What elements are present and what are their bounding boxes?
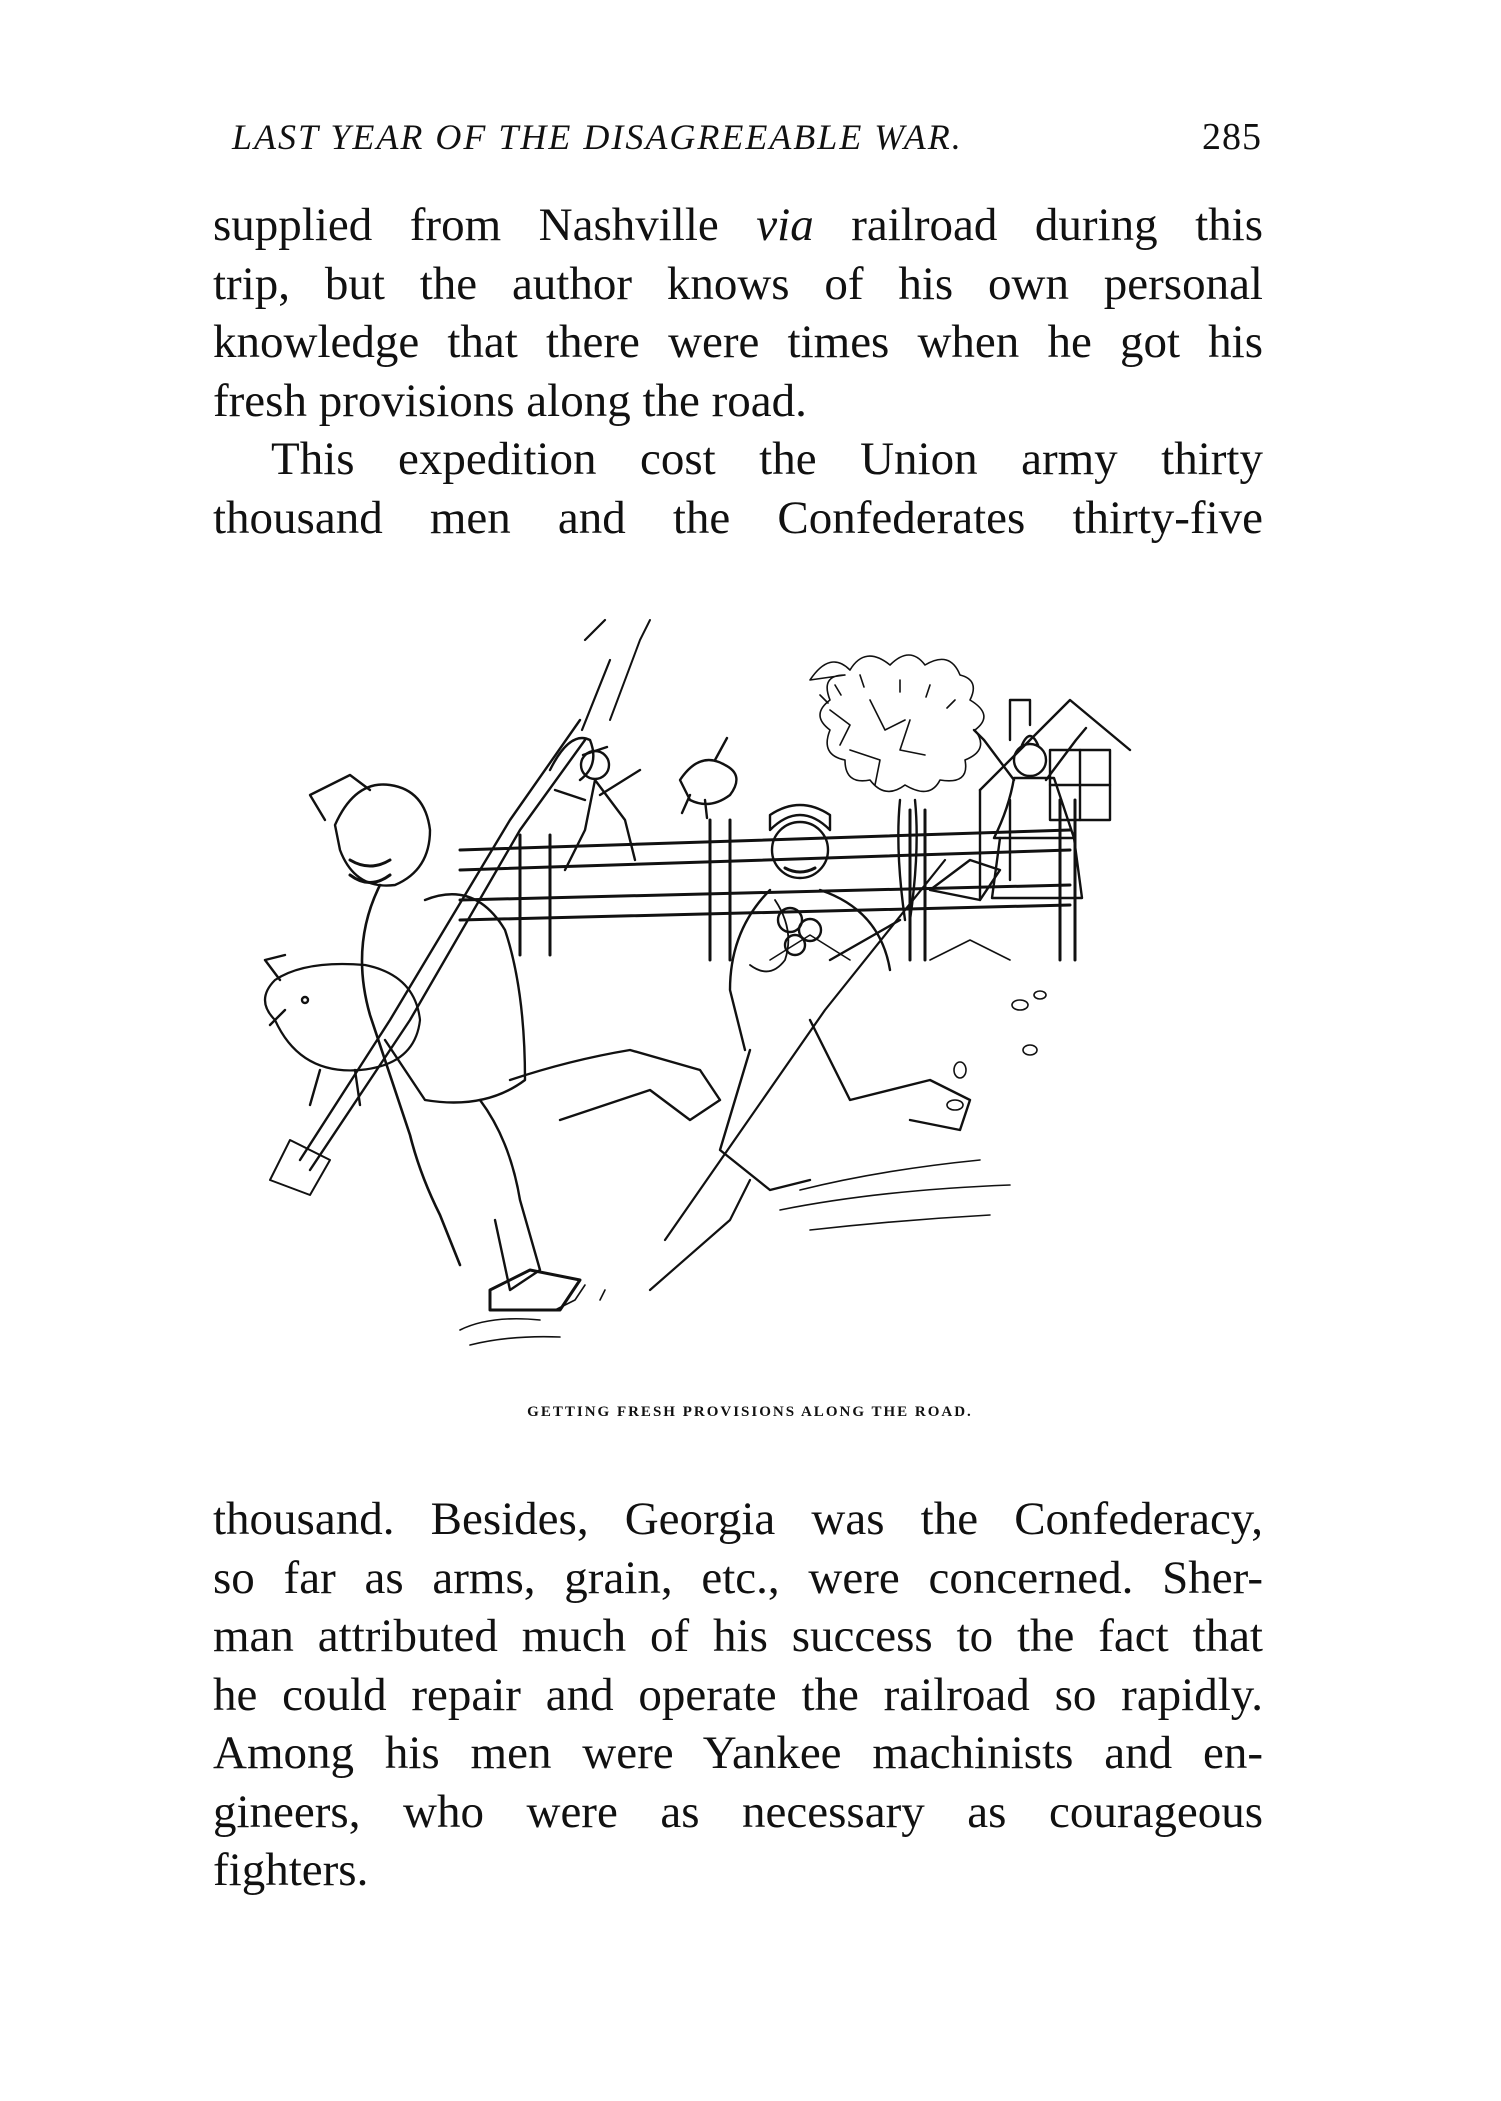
paragraph-top [213,196,1263,547]
soldier-with-pig [265,620,720,1310]
stolen-chicken [680,738,736,818]
tree-foliage [810,655,984,791]
text-line: gineers, who were as necessary as courageous [213,1785,1263,1838]
text-line: supplied from Nashville via railroad during this [213,199,1263,251]
text-line: fighters. [213,1844,369,1896]
text-line: fresh provisions along the road. [213,374,807,427]
text-line: thousand men and the Confederates thirty-five [213,491,1263,544]
text-line: thousand. Besides, Georgia was the Confederacy, [213,1493,1263,1545]
illustration-drawing [210,600,1280,1400]
farmhouse [980,700,1130,900]
running-head [232,112,1262,162]
text-line: Among his men were Yankee machinists and en- [213,1727,1263,1779]
text-line: man attributed much of his success to the fact that [213,1610,1263,1662]
page-number: 285 [1202,116,1262,158]
text-line: trip, but the author knows of his own personal [213,257,1263,310]
illustration [210,600,1280,1400]
text-line: he could repair and operate the railroad so rapidly. [213,1668,1263,1721]
ground-marks [460,991,1046,1345]
italic-word: via [756,199,814,251]
farm-woman [974,728,1086,898]
text-line: so far as arms, grain, etc., were concerned. Sher- [213,1551,1263,1604]
text-line: knowledge that there were times when he got his [213,316,1263,368]
tree-trunk [898,800,916,920]
figure-caption: GETTING FRESH PROVISIONS ALONG THE ROAD. [527,1404,973,1420]
paragraph-bottom [213,1490,1263,1900]
text-line: This expedition cost the Union army thirty [271,433,1263,485]
running-title: LAST YEAR OF THE DISAGREEABLE WAR. [232,117,963,157]
rail-fence [460,800,1075,960]
